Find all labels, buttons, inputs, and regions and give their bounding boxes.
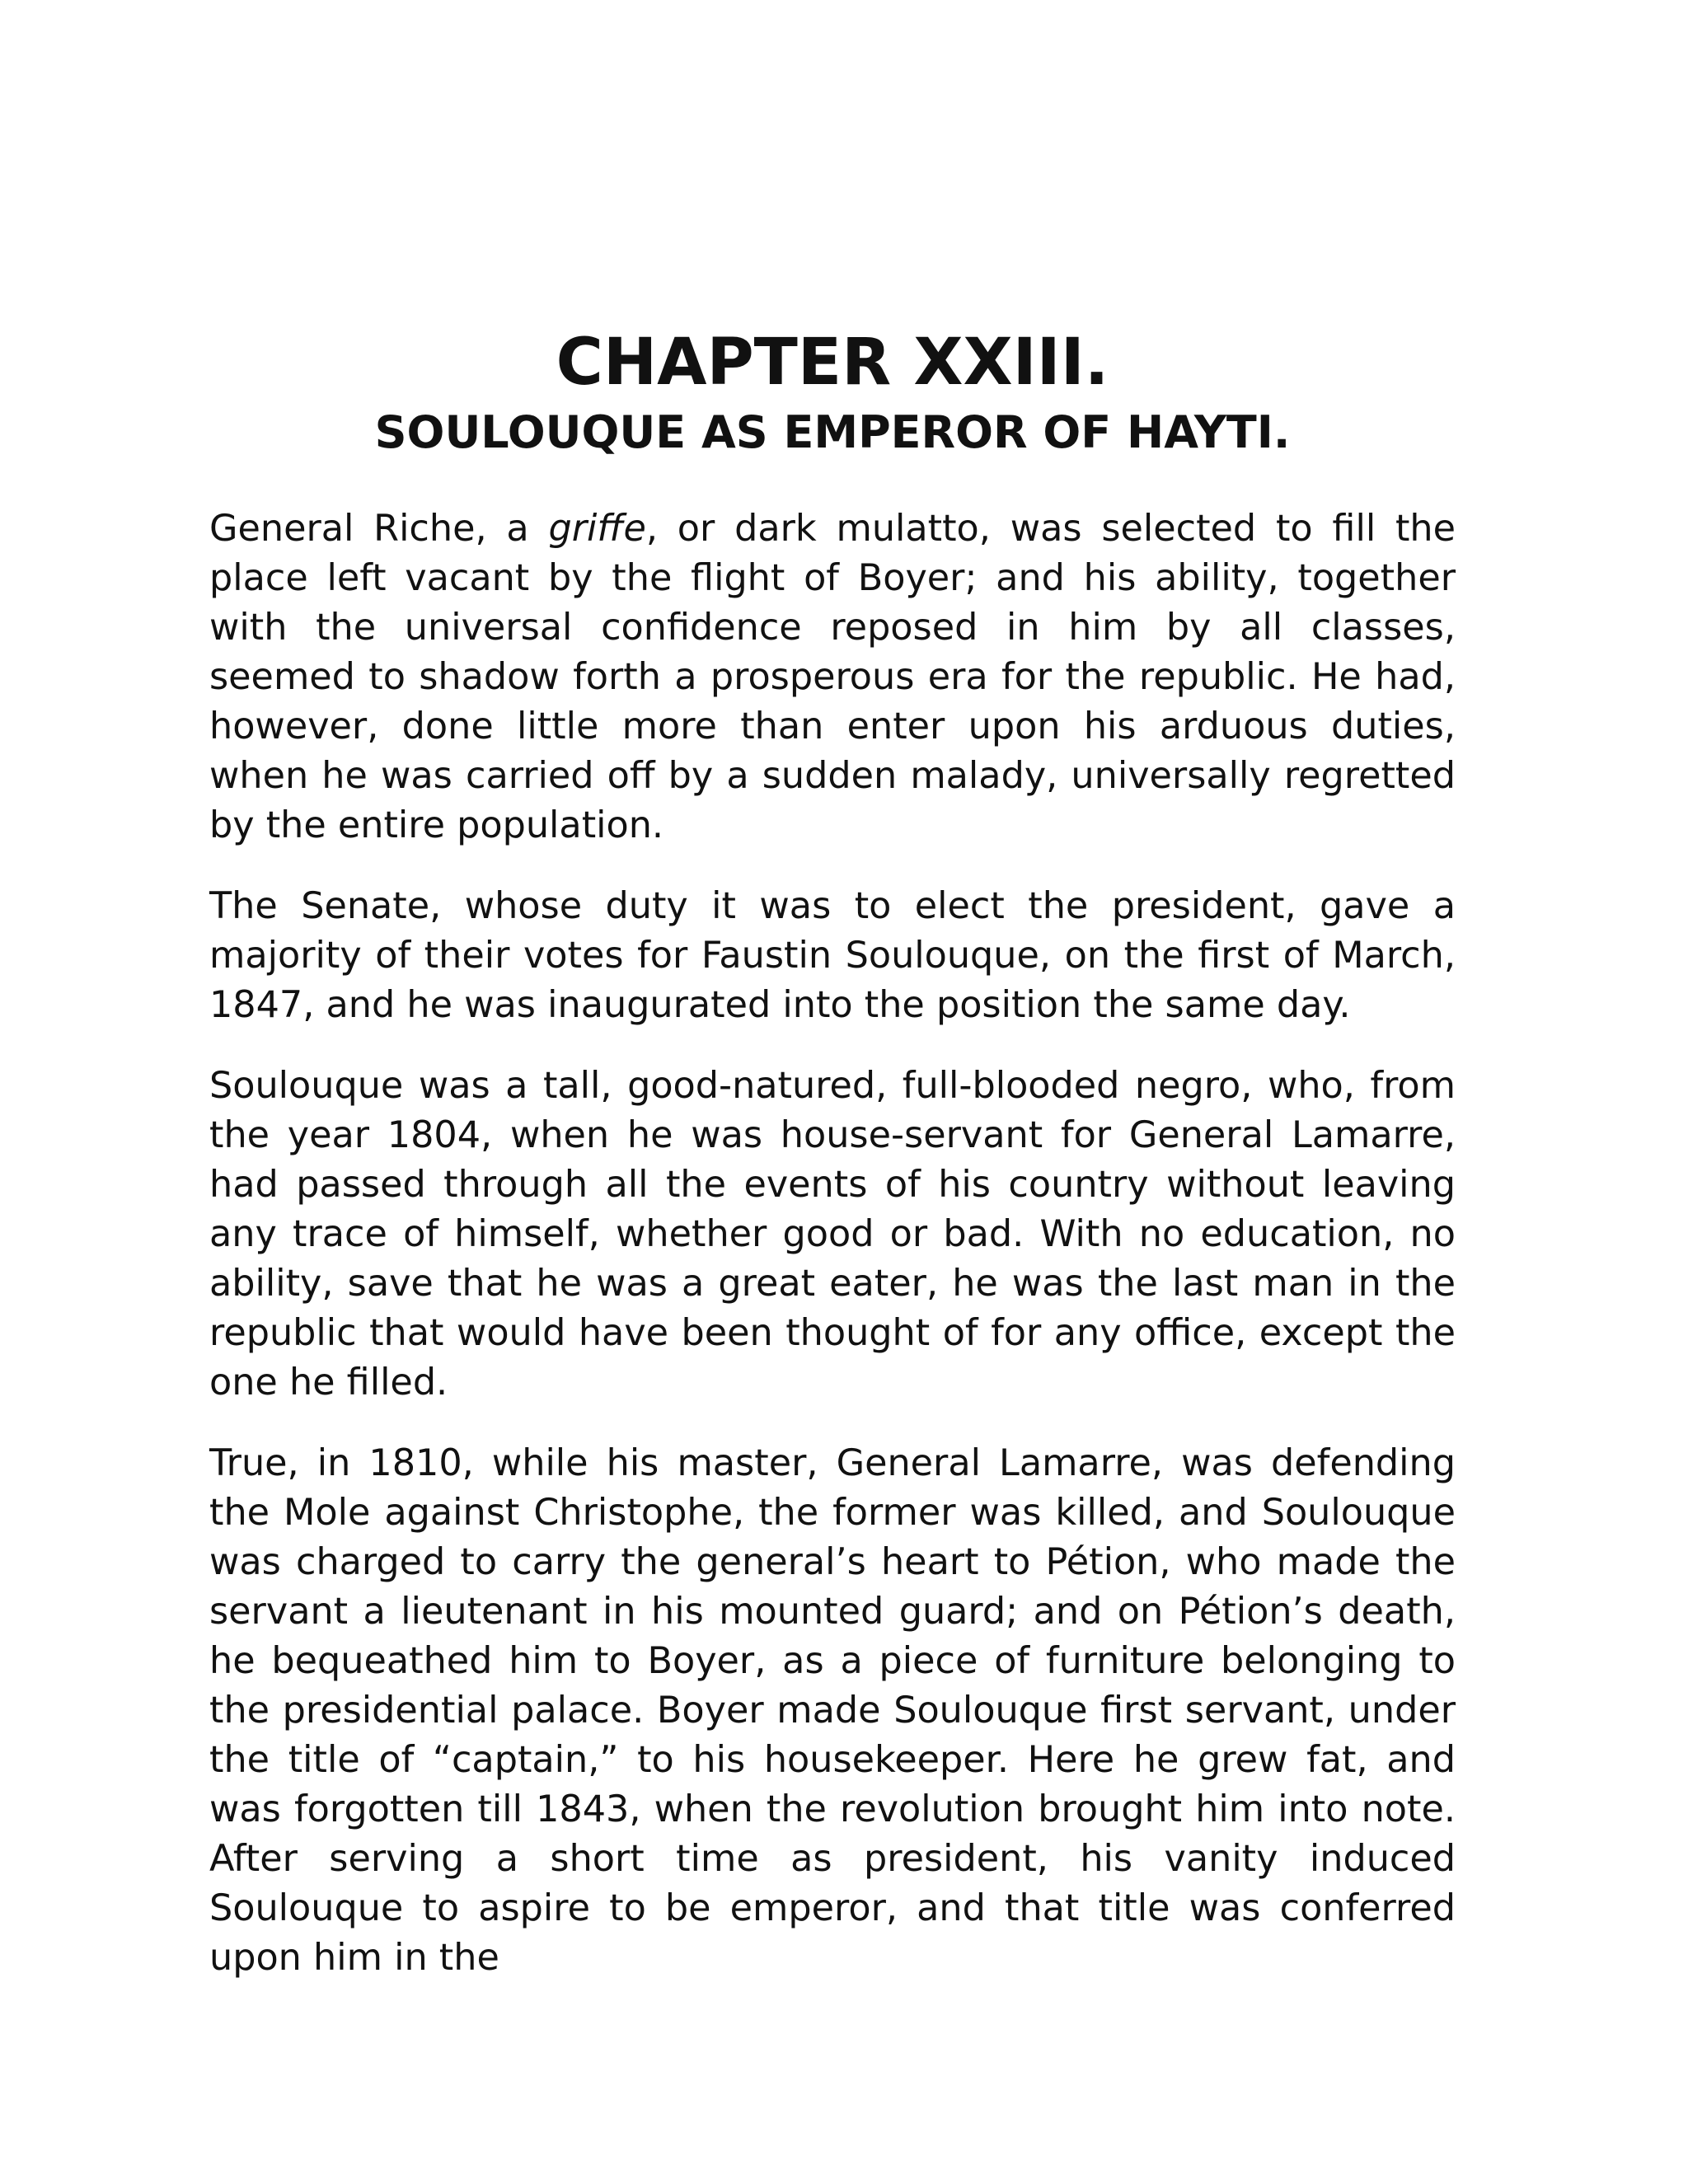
chapter-number: CHAPTER XXIII.	[556, 326, 1109, 400]
paragraph-1-rest: , or dark mulatto, was selected to fill the place left vacant by the flight of Boyer; and his ability, together with the universal confidence reposed in him by all classes, seemed to shadow forth a prosperous era for the republic. He had, however, done little more than enter upon his arduous duties, when he was carried off by a sudden malady, universally regretted by the entire population.	[209, 508, 1456, 846]
paragraph-3: Soulouque was a tall, good-natured, full-blooded negro, who, from the year 1804, when he was house-servant for General Lamarre, had passed through all the events of his country without leaving any trace of himself, whether good or bad. With no education, no ability, save that he was a great eater, he was the last man in the republic that would have been thought of for any office, except the one he filled.	[209, 1065, 1456, 1404]
paragraph-1-italic-term: griffe	[548, 508, 646, 550]
paragraph-2: The Senate, whose duty it was to elect the president, gave a majority of their votes for Faustin Soulouque, on the first of March, 1847, and he was inaugurated into the position the same day.	[209, 885, 1456, 1026]
paragraph-1-lead: General Riche, a	[209, 508, 549, 550]
chapter-title: SOULOUQUE AS EMPEROR OF HAYTI.	[374, 406, 1291, 458]
paragraph-1	[209, 504, 1456, 851]
paragraph-4: True, in 1810, while his master, General Lamarre, was defending the Mole against Christophe, the former was killed, and Soulouque was charged to carry the general’s heart to Pétion, who made the servant a lieutenant in his mounted guard; and on Pétion’s death, he bequeathed him to Boyer, as a piece of furniture belonging to the presidential palace. Boyer made Soulouque first servant, under the title of “captain,” to his housekeeper. Here he grew fat, and was forgotten till 1843, when the revolution brought him into note. After serving a short time as president, his vanity induced Soulouque to aspire to be emperor, and that title was conferred upon him in the	[209, 1442, 1456, 1979]
document-page	[209, 321, 1456, 2014]
